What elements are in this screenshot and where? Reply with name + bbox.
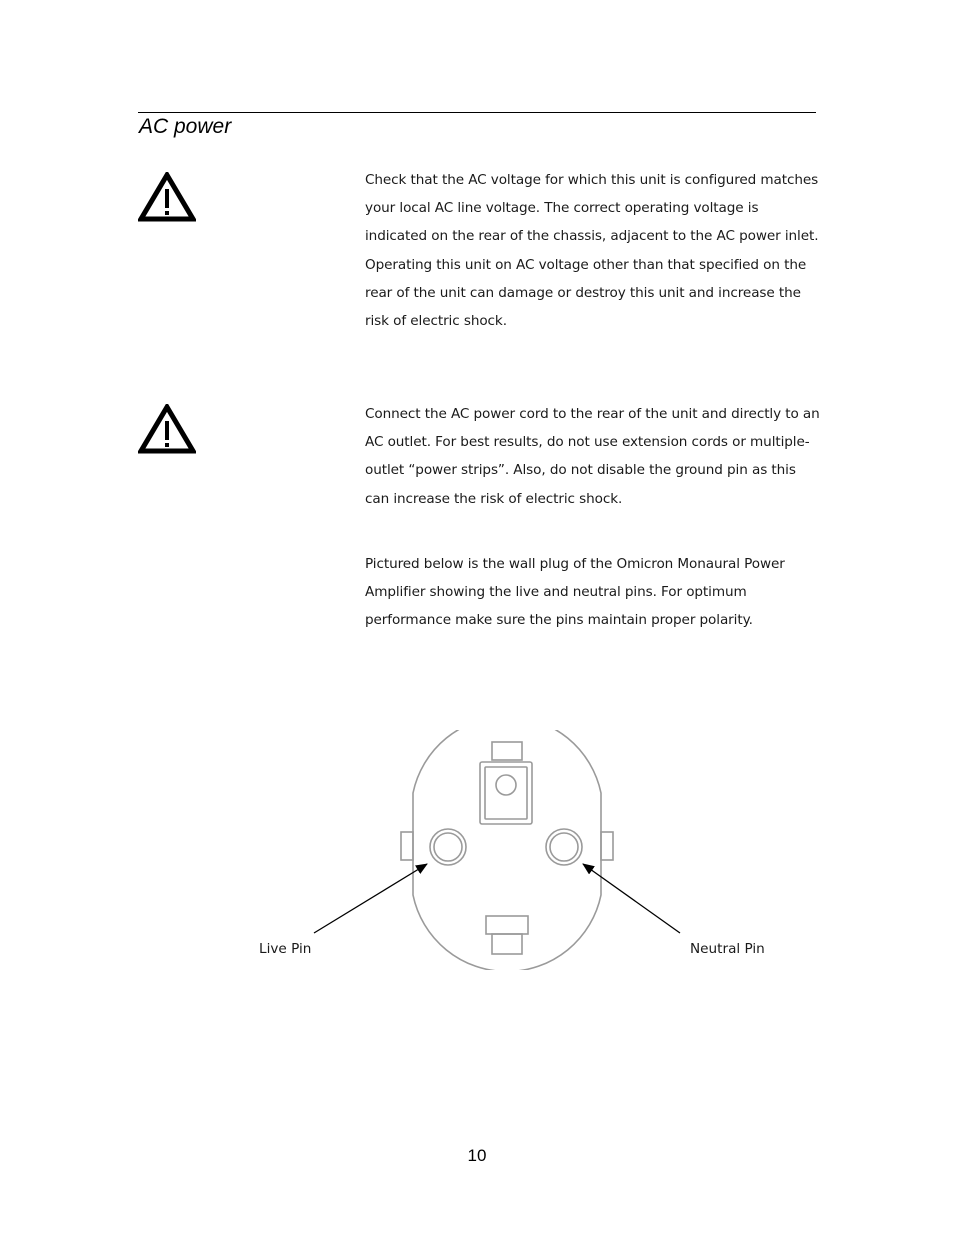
neutral-pin-label: Neutral Pin [690, 941, 765, 957]
neutral-pin [546, 829, 582, 865]
section-rule [138, 112, 816, 113]
live-pin [430, 829, 466, 865]
live-pin-arrow [314, 864, 427, 933]
wall-plug-diagram [250, 730, 790, 970]
voltage-warning-text: Check that the AC voltage for which this unit is configured matches your local AC line voltage. The correct operating voltage is indicated on the rear of the chassis, adjacent to the AC power inlet. Operating this unit on AC voltage other than that specified on the rear of the unit can damage or destroy this unit and increase the risk of electric shock. [365, 172, 819, 330]
section-title: AC power [139, 115, 232, 138]
plug-top-tab [492, 742, 522, 760]
live-pin-label: Live Pin [259, 941, 312, 957]
power-cord-warning-text: Connect the AC power cord to the rear of the unit and directly to an AC outlet. For best results, do not use extension cords or multiple-outlet “power strips”. Also, do not disable the ground pin as this can increase the risk of electric shock. [365, 406, 820, 507]
page-number: 10 [467, 1146, 487, 1165]
warning-triangle-icon [138, 172, 196, 222]
plug-left-tab [401, 832, 413, 860]
neutral-pin-arrow [583, 864, 680, 933]
plug-description-text: Pictured below is the wall plug of the Omicron Monaural Power Amplifier showing the live and neutral pins. For optimum performance make sure the pins maintain proper polarity. [365, 556, 785, 629]
plug-right-tab [601, 832, 613, 860]
warning-triangle-icon [138, 404, 196, 454]
plug-bottom-tab [486, 916, 528, 934]
